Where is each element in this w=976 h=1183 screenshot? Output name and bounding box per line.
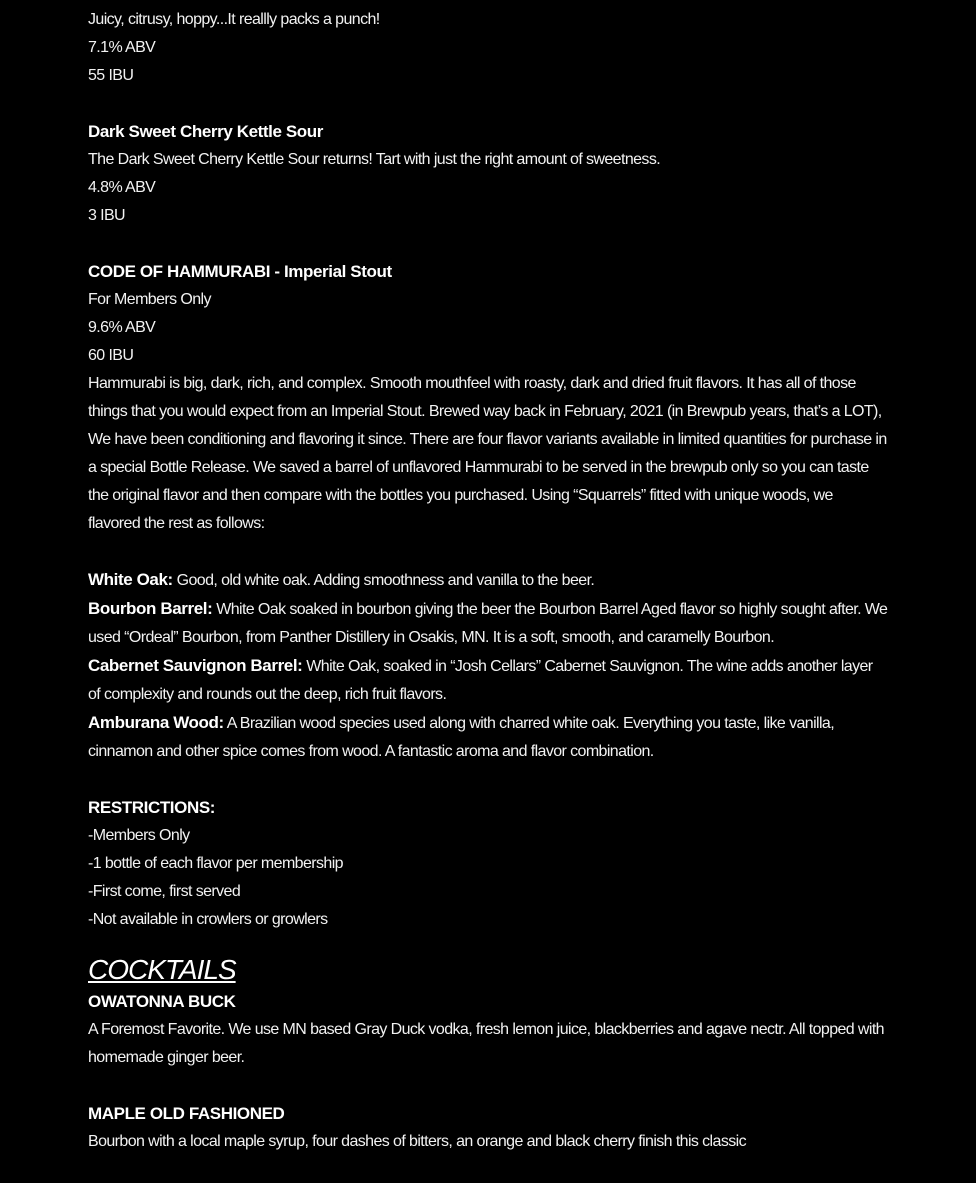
beer-description: Juicy, citrusy, hoppy...It reallly packs a punch! xyxy=(88,11,380,28)
cocktail-description: A Foremost Favorite. We use MN based Gray Duck vodka, fresh lemon juice, blackberries and agave nectr. All topped with homemade ginger beer. xyxy=(88,1021,884,1066)
flavor-variant xyxy=(88,566,888,595)
restrictions-title: RESTRICTIONS: xyxy=(88,798,216,817)
flavor-variant-label: Cabernet Sauvignon Barrel: xyxy=(88,656,303,675)
beer-availability: For Members Only xyxy=(88,291,211,308)
spacer xyxy=(88,538,888,566)
spacer xyxy=(88,1072,888,1100)
beer-long-description: Hammurabi is big, dark, rich, and complex. Smooth mouthfeel with roasty, dark and dried fruit flavors. It has all of those things that you would expect from an Imperial Stout. Brewed way back in February, 2021 (in Brewpub years, that’s a LOT), We have been conditioning and flavoring it since. There are four flavor variants available in limited quantities for purchase in a special Bottle Release. We saved a barrel of unflavored Hammurabi to be served in the brewpub only so you can taste the original flavor and then compare with the bottles you purchased. Using “Squarrels” fitted with unique woods, we flavored the rest as follows: xyxy=(88,375,887,532)
beer-ibu: 60 IBU xyxy=(88,347,134,364)
cocktail-description: Bourbon with a local maple syrup, four dashes of bitters, an orange and black cherry finish this classic xyxy=(88,1133,746,1150)
restriction-item: -1 bottle of each flavor per membership xyxy=(88,855,343,872)
beer-title: Dark Sweet Cherry Kettle Sour xyxy=(88,122,323,141)
spacer xyxy=(88,230,888,258)
flavor-variant-label: White Oak: xyxy=(88,570,173,589)
flavor-variant xyxy=(88,652,888,709)
beer-title: CODE OF HAMMURABI - Imperial Stout xyxy=(88,262,392,281)
restriction-item: -First come, first served xyxy=(88,883,241,900)
spacer xyxy=(88,90,888,118)
flavor-variant-text: White Oak, soaked in “Josh Cellars” Cabernet Sauvignon. The wine adds another layer of complexity and rounds out the deep, rich fruit flavors. xyxy=(88,658,873,703)
flavor-variant-label: Amburana Wood: xyxy=(88,713,224,732)
cocktail-title: MAPLE OLD FASHIONED xyxy=(88,1104,285,1123)
cocktail-title: OWATONNA BUCK xyxy=(88,992,236,1011)
menu-content xyxy=(88,6,888,1156)
flavor-variant xyxy=(88,709,888,766)
cocktails-heading: COCKTAILS xyxy=(88,954,236,985)
flavor-variant xyxy=(88,595,888,652)
beer-description: The Dark Sweet Cherry Kettle Sour returns! Tart with just the right amount of sweetness. xyxy=(88,151,661,168)
beer-abv: 7.1% ABV xyxy=(88,39,156,56)
spacer xyxy=(88,766,888,794)
beer-abv: 9.6% ABV xyxy=(88,319,156,336)
restriction-item: -Members Only xyxy=(88,827,190,844)
beer-ibu: 3 IBU xyxy=(88,207,126,224)
beer-ibu: 55 IBU xyxy=(88,67,134,84)
flavor-variant-text: A Brazilian wood species used along with charred white oak. Everything you taste, like vanilla, cinnamon and other spice comes from wood. A fantastic aroma and flavor combination. xyxy=(88,715,835,760)
flavor-variant-text: Good, old white oak. Adding smoothness and vanilla to the beer. xyxy=(172,572,595,589)
beer-abv: 4.8% ABV xyxy=(88,179,156,196)
restriction-item: -Not available in crowlers or growlers xyxy=(88,911,328,928)
flavor-variant-text: White Oak soaked in bourbon giving the beer the Bourbon Barrel Aged flavor so highly sought after. We used “Ordeal” Bourbon, from Panther Distillery in Osakis, MN. It is a soft, smooth, and caramelly Bourbon. xyxy=(88,601,888,646)
flavor-variant-label: Bourbon Barrel: xyxy=(88,599,213,618)
